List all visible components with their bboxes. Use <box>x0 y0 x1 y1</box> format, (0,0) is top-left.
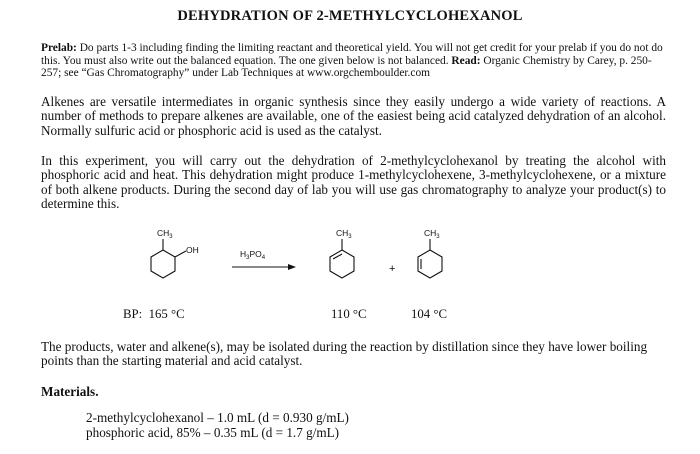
read-text: Organic Chemistry by Carey, p. 250-257; see “Gas Chromatography” under Lab Techniques at www.orgchemboulder.com <box>41 54 652 80</box>
bp-reactant: 165 °C <box>148 307 185 321</box>
plus-sign: + <box>389 263 396 275</box>
product2-structure <box>418 239 442 278</box>
read-label: Read: <box>451 54 481 67</box>
product1-methyl-label: $CH_3$ <box>336 228 352 240</box>
material-item: 2-methylcyclohexanol – 1.0 mL (d = 0.930 g/mL) <box>86 410 349 425</box>
product2-methyl-label: $CH_3$ <box>424 228 440 240</box>
isolation-paragraph: The products, water and alkene(s), may be isolated during the reaction by distillation since they have lower boiling points than the starting material and acid catalyst. <box>41 339 648 369</box>
bp-product2: 104 °C <box>411 307 448 321</box>
bp-product1: 110 °C <box>331 307 367 321</box>
bp-label-row <box>123 307 185 322</box>
reactant-structure <box>151 239 186 278</box>
prelab-label: Prelab: <box>41 42 77 54</box>
prelab-note <box>41 42 666 80</box>
intro-paragraph: Alkenes are versatile intermediates in organic synthesis since they easily undergo a wide variety of reactions. A number of methods to prepare alkenes are available, one of the easiest being acid catalyzed dehydration of an alcohol. Normally sulfuric acid or phosphoric acid is used as the catalyst. <box>41 94 666 138</box>
reactant-hydroxyl-label: OH <box>186 245 199 255</box>
reaction-arrow <box>232 264 296 270</box>
bp-label: BP: <box>123 307 143 321</box>
materials-heading: Materials. <box>41 384 99 399</box>
page-title: DEHYDRATION OF 2-METHYLCYCLOHEXANOL <box>177 8 523 24</box>
prelab-text: Do parts 1-3 including finding the limiting reactant and theoretical yield. You will not get credit for your prelab if you do not do this. You must also write out the balanced equation. The one given below is not balanced. <box>41 42 663 67</box>
product1-structure <box>330 239 354 278</box>
reagent-label: $H_3PO_4$ <box>240 249 266 261</box>
reactant-methyl-label: $CH_3$ <box>157 228 173 240</box>
reaction-scheme <box>0 224 700 306</box>
material-item: phosphoric acid, 85% – 0.35 mL (d = 1.7 g/mL) <box>86 425 340 440</box>
experiment-paragraph: In this experiment, you will carry out the dehydration of 2-methylcyclohexanol by treating the alcohol with phosphoric acid and heat. This dehydration might produce 1-methylcyclohexene, 3-methylcyclohexene, or a mixture of both alkene products. During the second day of lab you will use gas chromatography to analyze your product(s) to determine this. <box>41 153 666 211</box>
